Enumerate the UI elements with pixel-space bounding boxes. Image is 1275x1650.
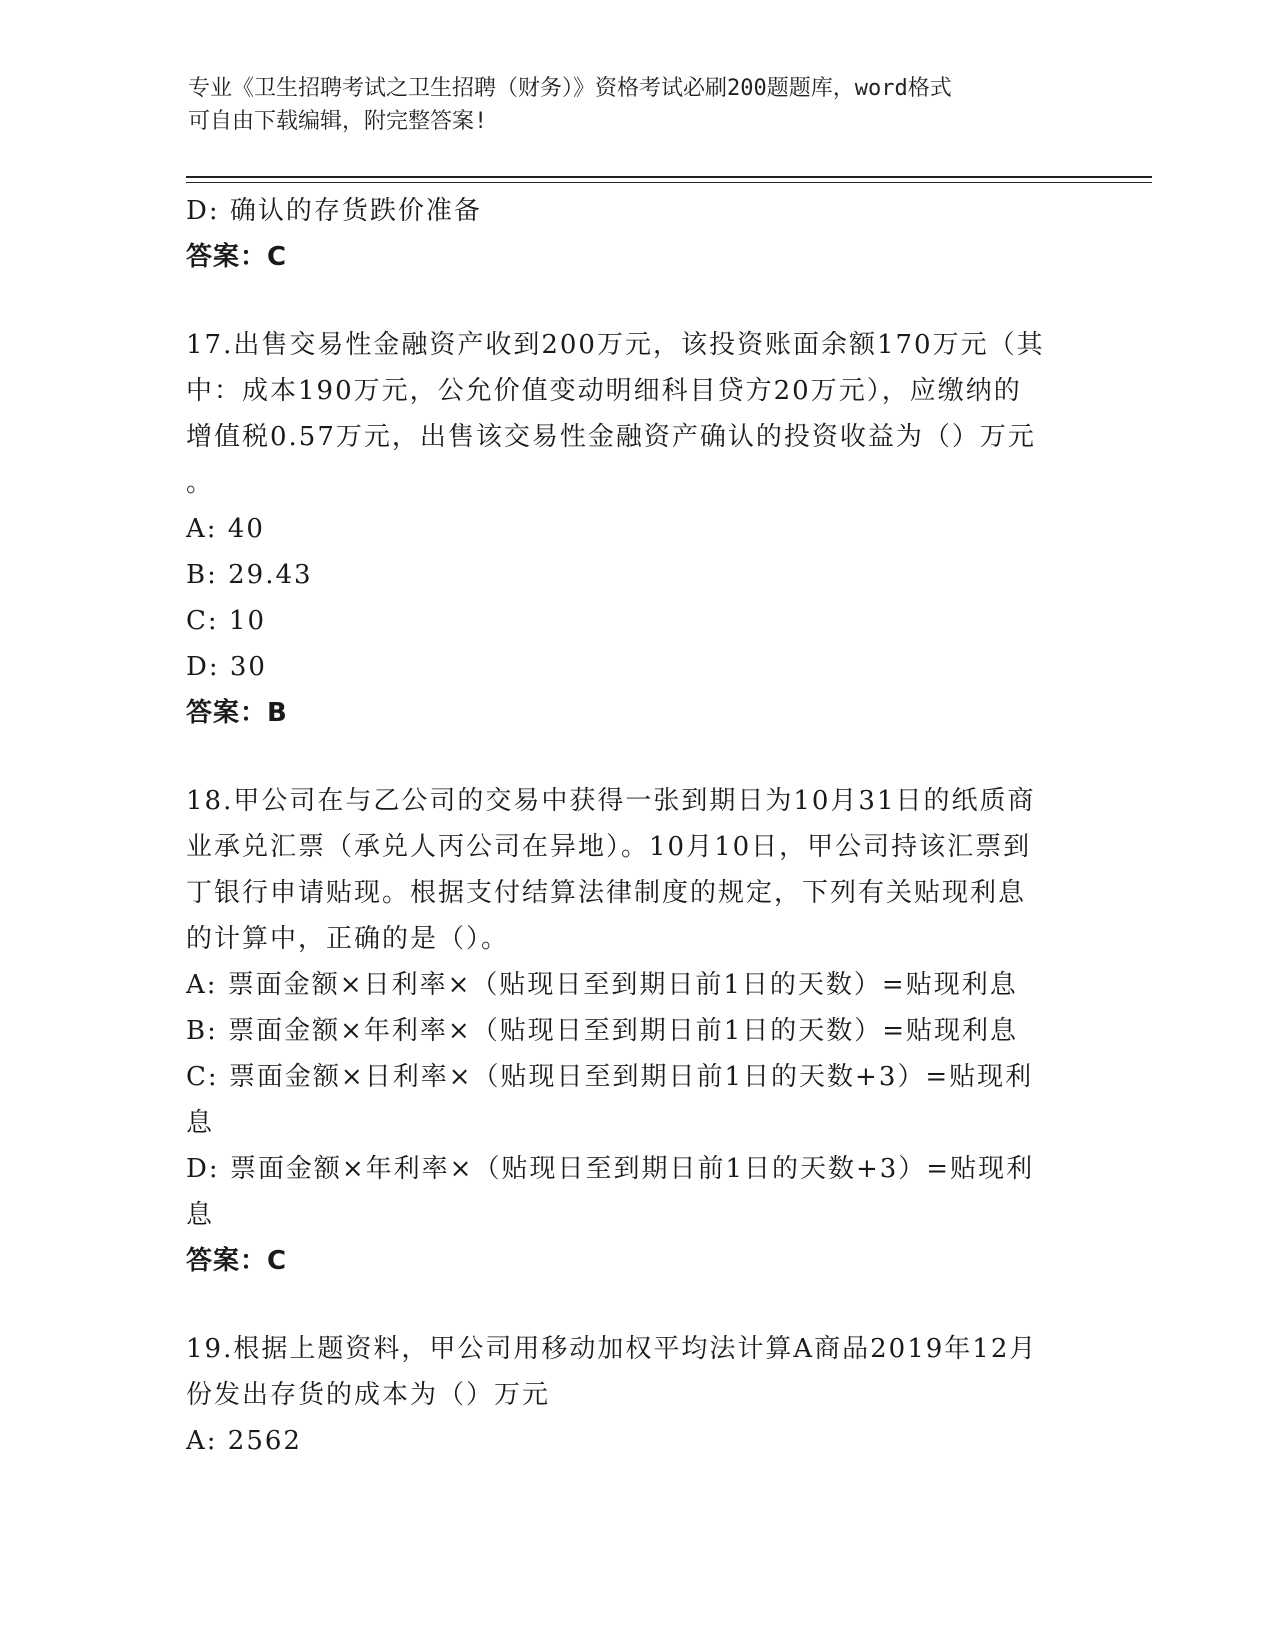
q17-stem-line: 增值税0.57万元，出售该交易性金融资产确认的投资收益为（）万元	[186, 422, 1036, 452]
q17-option-a: A: 40	[186, 514, 265, 544]
q18-option-d: D: 票面金额×年利率×（贴现日至到期日前1日的天数+3）=贴现利	[186, 1154, 1035, 1184]
header-title-line-1: 专业《卫生招聘考试之卫生招聘（财务）》资格考试必刷200题题库，word格式	[188, 76, 952, 101]
header-title-line-2: 可自由下载编辑，附完整答案!	[188, 109, 488, 134]
q18-option-b: B: 票面金额×年利率×（贴现日至到期日前1日的天数）=贴现利息	[186, 1016, 1019, 1046]
q18-option-c: C: 票面金额×日利率×（贴现日至到期日前1日的天数+3）=贴现利	[186, 1062, 1034, 1092]
question-17	[186, 322, 1086, 736]
question-content	[186, 188, 1086, 1464]
header-divider-thick	[186, 176, 1152, 178]
page-header	[188, 72, 1068, 138]
q18-stem-line: 丁银行申请贴现。根据支付结算法律制度的规定，下列有关贴现利息	[186, 878, 1027, 908]
header-divider-thin	[186, 182, 1152, 183]
q17-option-d: D: 30	[186, 652, 267, 682]
prev-answer: 答案：C	[186, 242, 288, 272]
q17-option-c: C: 10	[186, 606, 267, 636]
spacer	[186, 1284, 1086, 1326]
spacer	[186, 280, 1086, 322]
q18-option-a: A: 票面金额×日利率×（贴现日至到期日前1日的天数）=贴现利息	[186, 970, 1018, 1000]
q18-answer: 答案：C	[186, 1246, 288, 1276]
q19-stem-line: 19.根据上题资料，甲公司用移动加权平均法计算A商品2019年12月	[186, 1334, 1038, 1364]
q18-stem-line: 18.甲公司在与乙公司的交易中获得一张到期日为10月31日的纸质商	[186, 786, 1036, 816]
q17-option-b: B: 29.43	[186, 560, 313, 590]
q17-stem-line: 中：成本190万元，公允价值变动明细科目贷方20万元），应缴纳的	[186, 376, 1022, 406]
q19-option-a: A: 2562	[186, 1426, 302, 1456]
q18-stem-line: 业承兑汇票（承兑人丙公司在异地）。10月10日，甲公司持该汇票到	[186, 832, 1032, 862]
prev-option-d: D: 确认的存货跌价准备	[186, 196, 482, 226]
q17-stem-line: 17.出售交易性金融资产收到200万元，该投资账面余额170万元（其	[186, 330, 1045, 360]
q19-stem-line: 份发出存货的成本为（）万元	[186, 1380, 551, 1410]
q17-stem-line: 。	[186, 468, 215, 498]
question-19	[186, 1326, 1086, 1464]
question-18	[186, 778, 1086, 1284]
q17-answer: 答案：B	[186, 698, 288, 728]
q18-stem-line: 的计算中，正确的是（）。	[186, 924, 510, 954]
q18-option-c-cont: 息	[186, 1108, 215, 1138]
q18-option-d-cont: 息	[186, 1200, 215, 1230]
spacer	[186, 736, 1086, 778]
